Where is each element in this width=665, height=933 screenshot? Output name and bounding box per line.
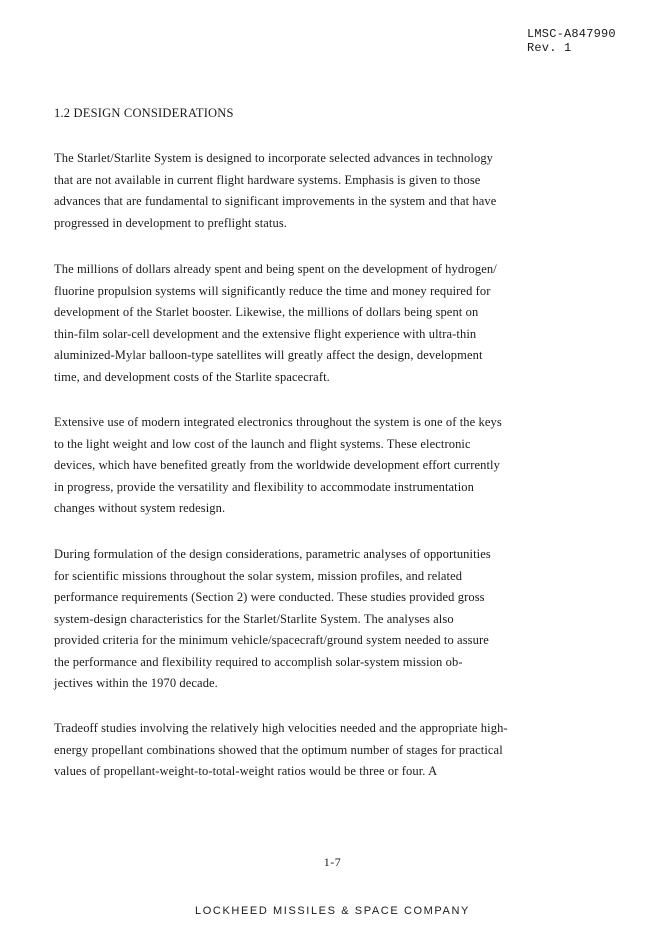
paragraph-line: to the light weight and low cost of the launch and flight systems. These electronic bbox=[54, 436, 471, 451]
page-number: 1-7 bbox=[323, 855, 342, 869]
document-number: LMSC-A847990 bbox=[527, 27, 616, 41]
paragraph-line: advances that are fundamental to significant improvements in the system and that have bbox=[54, 194, 497, 208]
paragraph-line: devices, which have benefited greatly from the worldwide development effort currently bbox=[54, 458, 500, 472]
document-identifier bbox=[527, 27, 616, 55]
revision-label: Rev. 1 bbox=[527, 41, 572, 55]
paragraph-line: The Starlet/Starlite System is designed to incorporate selected advances in technology bbox=[54, 151, 494, 165]
paragraph-line: changes without system redesign. bbox=[54, 501, 226, 515]
paragraph-line: performance requirements (Section 2) were conducted. These studies provided gross bbox=[54, 590, 485, 604]
section-heading: 1.2 DESIGN CONSIDERATIONS bbox=[54, 106, 234, 120]
paragraph-line: for scientific missions throughout the solar system, mission profiles, and related bbox=[54, 568, 463, 583]
paragraph-line: The millions of dollars already spent and being spent on the development of hydrogen/ bbox=[54, 262, 497, 276]
paragraph-line: development of the Starlet booster. Likewise, the millions of dollars being spent on bbox=[54, 305, 479, 319]
paragraph-starlet-system bbox=[54, 148, 496, 234]
paragraph-line: values of propellant-weight-to-total-weight ratios would be three or four. A bbox=[54, 764, 438, 778]
paragraph-line: that are not available in current flight hardware systems. Emphasis is given to those bbox=[54, 172, 481, 187]
paragraph-line: Tradeoff studies involving the relatively high velocities needed and the appropriate high- bbox=[54, 721, 508, 735]
paragraph-line: jectives within the 1970 decade. bbox=[54, 676, 218, 690]
paragraph-line: Extensive use of modern integrated electronics throughout the system is one of the keys bbox=[54, 415, 502, 429]
paragraph-line: in progress, provide the versatility and flexibility to accommodate instrumentation bbox=[54, 479, 475, 494]
paragraph-line: time, and development costs of the Starlite spacecraft. bbox=[54, 369, 330, 384]
paragraph-line: During formulation of the design considerations, parametric analyses of opportunities bbox=[54, 547, 491, 561]
paragraph-formulation bbox=[54, 544, 491, 695]
paragraph-electronics bbox=[54, 412, 502, 520]
paragraph-line: provided criteria for the minimum vehicle/spacecraft/ground system needed to assure bbox=[54, 633, 489, 647]
paragraph-line: progressed in development to preflight status. bbox=[54, 215, 288, 230]
paragraph-line: system-design characteristics for the Starlet/Starlite System. The analyses also bbox=[54, 611, 454, 626]
paragraph-line: energy propellant combinations showed that the optimum number of stages for practical bbox=[54, 742, 503, 757]
paragraph-line: thin-film solar-cell development and the extensive flight experience with ultra-thin bbox=[54, 326, 477, 341]
paragraph-line: the performance and flexibility required to accomplish solar-system mission ob- bbox=[54, 654, 463, 669]
paragraph-propulsion bbox=[54, 259, 497, 388]
paragraph-line: aluminized-Mylar balloon-type satellites will greatly affect the design, development bbox=[54, 348, 483, 362]
paragraph-tradeoff-studies bbox=[54, 718, 508, 783]
company-footer: LOCKHEED MISSILES & SPACE COMPANY bbox=[195, 905, 470, 917]
paragraph-line: fluorine propulsion systems will significantly reduce the time and money required for bbox=[54, 283, 491, 298]
